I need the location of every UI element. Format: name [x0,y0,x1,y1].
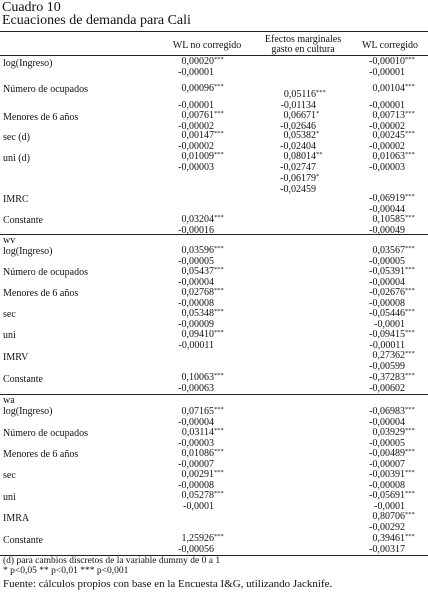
table-cell [178,544,227,555]
cell-value: -0,00005 [369,256,405,267]
cell-value: -0,00003 [178,438,214,449]
note-dummy: (d) para cambios discretos de la variable dummy de 0 a 1 [3,556,221,566]
cell-value: -0,00011 [178,340,214,351]
table-cell: 0,03596*** [181,245,224,256]
cell-value: 0,00104 [372,83,405,94]
cell-value: -0,00049 [369,225,405,236]
cell-value: -0,00016 [178,225,214,236]
cell-value: -0,00011 [369,340,405,351]
row-label: sec [3,470,16,481]
header-efectos-marginales-1: Efectos marginales [264,34,342,45]
source-note: Fuente: cálculos propios con base en la Encuesta I&G, utilizando Jacknife. [3,578,333,590]
table-cell: 0,00096*** [181,83,224,94]
cell-value: 0,00096 [181,83,214,94]
table-cell: 0,06671* [283,110,320,121]
cell-value: -0,02747 [280,162,316,173]
table-cell: 0,00291*** [181,469,224,480]
table-cell: -0,02676*** [369,287,415,298]
table-cell [369,544,418,555]
cell-value: 0,27362 [372,350,405,361]
cell-value: -0,00599 [369,361,405,372]
table-cell: 0,00104*** [372,83,415,94]
row-label: uni (d) [3,153,30,164]
cell-value: -0,06919 [369,193,405,204]
table-cell: 0,05348*** [181,308,224,319]
cell-value: 0,05437 [181,266,214,277]
table-cell: 0,10063*** [181,372,224,383]
cell-value: 0,07165 [181,406,214,417]
note-significance: * p<0,05 ** p<0,01 *** p<0,001 [3,566,129,576]
cell-value: -0,00002 [178,141,214,152]
table-cell: -0,05691*** [369,490,415,501]
cell-value: -0,02676 [369,287,405,298]
cell-value: -0,00004 [178,277,214,288]
cell-value: 1,25926 [181,533,214,544]
table-cell: -0,05446*** [369,308,415,319]
cell-value: -0,00292 [369,522,405,533]
table-cell: -0,06983*** [369,406,415,417]
table-cell: -0,00391*** [369,469,415,480]
table-cell: -0,00489*** [369,448,415,459]
table-cell: 0,01009*** [181,151,224,162]
cell-value: -0,00002 [369,121,405,132]
row-label: Constante [3,535,43,546]
cell-value: 0,01086 [181,448,214,459]
cell-value: 0,00020 [181,56,214,67]
cell-value: 0,05278 [181,490,214,501]
cell-value: -0,00001 [178,67,214,78]
cell-value: -0,00602 [369,383,405,394]
cell-value: 0,01009 [181,151,214,162]
cell-value: 0,00713 [372,110,405,121]
table-cell: 0,03567*** [372,245,415,256]
cell-value: -0,00056 [178,544,214,555]
row-label: Menores de 6 años [3,112,79,123]
row-label: Número de ocupados [3,84,88,95]
table-cell: 0,27362*** [372,350,415,361]
table-cell: 0,00713*** [372,110,415,121]
cell-value: -0,00391 [369,469,405,480]
cell-value: 0,80706 [372,511,405,522]
cell-value: -0,05691 [369,490,405,501]
table-cell [369,162,418,173]
row-label: IMRV [3,352,29,363]
cell-value: -0,00010 [369,56,405,67]
table-cell: 0,07165*** [181,406,224,417]
cell-value: -0,00008 [369,480,405,491]
cell-value: -0,02459 [280,184,316,195]
table-cell: 0,80706*** [372,511,415,522]
row-label: log(Ingreso) [3,406,53,417]
cell-value: -0,00317 [369,544,405,555]
cell-value: 0,00147 [181,130,214,141]
cell-value: -0,0001 [183,501,214,512]
cell-value: -0,00003 [369,162,405,173]
cell-value: -0,00001 [369,100,405,111]
row-label: Número de ocupados [3,267,88,278]
row-label: Menores de 6 años [3,288,79,299]
table-cell [369,522,418,533]
table-cell: 0,00761*** [181,110,224,121]
table-cell: 0,39461*** [372,533,415,544]
cell-value: 0,03114 [181,427,214,438]
cell-value: -0,00002 [369,141,405,152]
header-efectos-marginales-2: gasto en cultura [271,44,335,55]
cell-value: -0,00008 [178,480,214,491]
cell-value: -0,00008 [369,298,405,309]
cell-value: 0,03567 [372,245,405,256]
cell-value: -0,00005 [178,256,214,267]
cell-value: -0,00004 [369,417,405,428]
table-cell: 0,05382* [283,130,320,141]
row-label: sec (d) [3,132,30,143]
section-rule-wa [0,394,428,395]
cell-value: -0,00005 [369,438,405,449]
section-label-wv: wv [3,235,16,246]
table-cell: 0,02768*** [181,287,224,298]
cell-value: -0,02404 [280,141,316,152]
header-wl-corregido: WL corregido [362,40,418,51]
table-cell: 0,03204*** [181,214,224,225]
cell-value: 0,05382 [283,130,316,141]
table-cell: 0,08014** [283,151,323,162]
cell-value: 0,09410 [181,329,214,340]
cell-value: 0,39461 [372,533,405,544]
table-cell: 0,03114*** [181,427,224,438]
cell-value: 0,01063 [372,151,405,162]
cell-value: -0,00004 [178,417,214,428]
row-label: Constante [3,374,43,385]
cell-value: 0,08014 [283,151,316,162]
row-label: uni [3,492,16,503]
cell-value: -0,09415 [369,329,405,340]
cell-value: -0,00008 [178,298,214,309]
table-cell: 0,00020*** [181,56,224,67]
table-cell: 0,03929*** [372,427,415,438]
cell-value: -0,00002 [178,121,214,132]
table-cell: -0,05391*** [369,266,415,277]
cell-value: -0,00004 [369,277,405,288]
table-cell [369,67,418,78]
table-cell: 0,09410*** [181,329,224,340]
cell-value: -0,06179 [280,173,316,184]
cell-value: -0,00001 [178,100,214,111]
cell-value: -0,00001 [369,67,405,78]
row-label: IMRA [3,513,30,524]
table-cell: 0,05437*** [181,266,224,277]
cell-value: 0,05348 [181,308,214,319]
cell-value: 0,00291 [181,469,214,480]
row-label: uni [3,330,16,341]
cell-value: -0,00007 [178,459,214,470]
row-label: log(Ingreso) [3,246,53,257]
table-cell [178,67,227,78]
row-label: Constante [3,215,43,226]
cell-value: 0,03204 [181,214,214,225]
cell-value: -0,00009 [178,319,214,330]
cell-value: -0,05391 [369,266,405,277]
cell-value: -0,00003 [178,162,214,173]
table-cell: -0,06919*** [369,193,415,204]
cell-value: -0,00063 [178,383,214,394]
cell-value: 0,06671 [283,110,316,121]
cell-value: 0,03929 [372,427,405,438]
cell-value: 0,00245 [372,130,405,141]
table-cell: 0,01086*** [181,448,224,459]
cell-value: 0,02768 [181,287,214,298]
table-title: Ecuaciones de demanda para Cali [2,13,191,28]
table-cell: 0,10585*** [372,214,415,225]
table-cell [178,383,227,394]
table-cell [179,340,227,351]
cell-value: -0,05446 [369,308,405,319]
table-cell: -0,09415*** [369,329,415,340]
row-label: Menores de 6 años [3,449,79,460]
cell-value: -0,0001 [374,319,405,330]
cell-value: -0,00007 [369,459,405,470]
row-label: IMRC [3,194,29,205]
table-cell [369,383,418,394]
cell-value: 0,10063 [181,372,214,383]
table-cell: 0,05116*** [283,89,326,100]
cell-value: 0,10585 [372,214,405,225]
cell-value: -0,37283 [369,372,405,383]
table-cell [178,162,227,173]
table-cell: 0,05278*** [181,490,224,501]
cell-value: -0,00044 [369,204,405,215]
top-rule [0,31,428,32]
section-rule-wv [0,234,428,235]
cell-value: 0,03596 [181,245,214,256]
table-cell: 0,00147*** [181,130,224,141]
cell-value: -0,0001 [374,501,405,512]
table-cell: -0,06179* [280,173,320,184]
table-cell: 0,01063*** [372,151,415,162]
section-label-wa: wa [3,395,15,406]
table-cell: 1,25926*** [181,533,224,544]
table-cell: -0,00010*** [369,56,415,67]
cell-value: -0,00489 [369,448,405,459]
table-cell [280,184,329,195]
cell-value: 0,00761 [181,110,214,121]
header-wl-no-corregido: WL no corregido [172,40,242,51]
cell-value: -0,02646 [280,121,316,132]
table-cell: -0,37283*** [369,372,415,383]
cell-value: 0,05116 [283,89,316,100]
row-label: log(Ingreso) [3,58,53,69]
cell-value: -0,01134 [280,100,316,111]
cell-value: -0,06983 [369,406,405,417]
table-number: Cuadro 10 [2,0,61,15]
table-cell [280,162,329,173]
table-cell [183,501,227,512]
table-cell: 0,00245*** [372,130,415,141]
row-label: sec [3,309,16,320]
table-cell [369,361,418,372]
row-label: Número de ocupados [3,428,88,439]
